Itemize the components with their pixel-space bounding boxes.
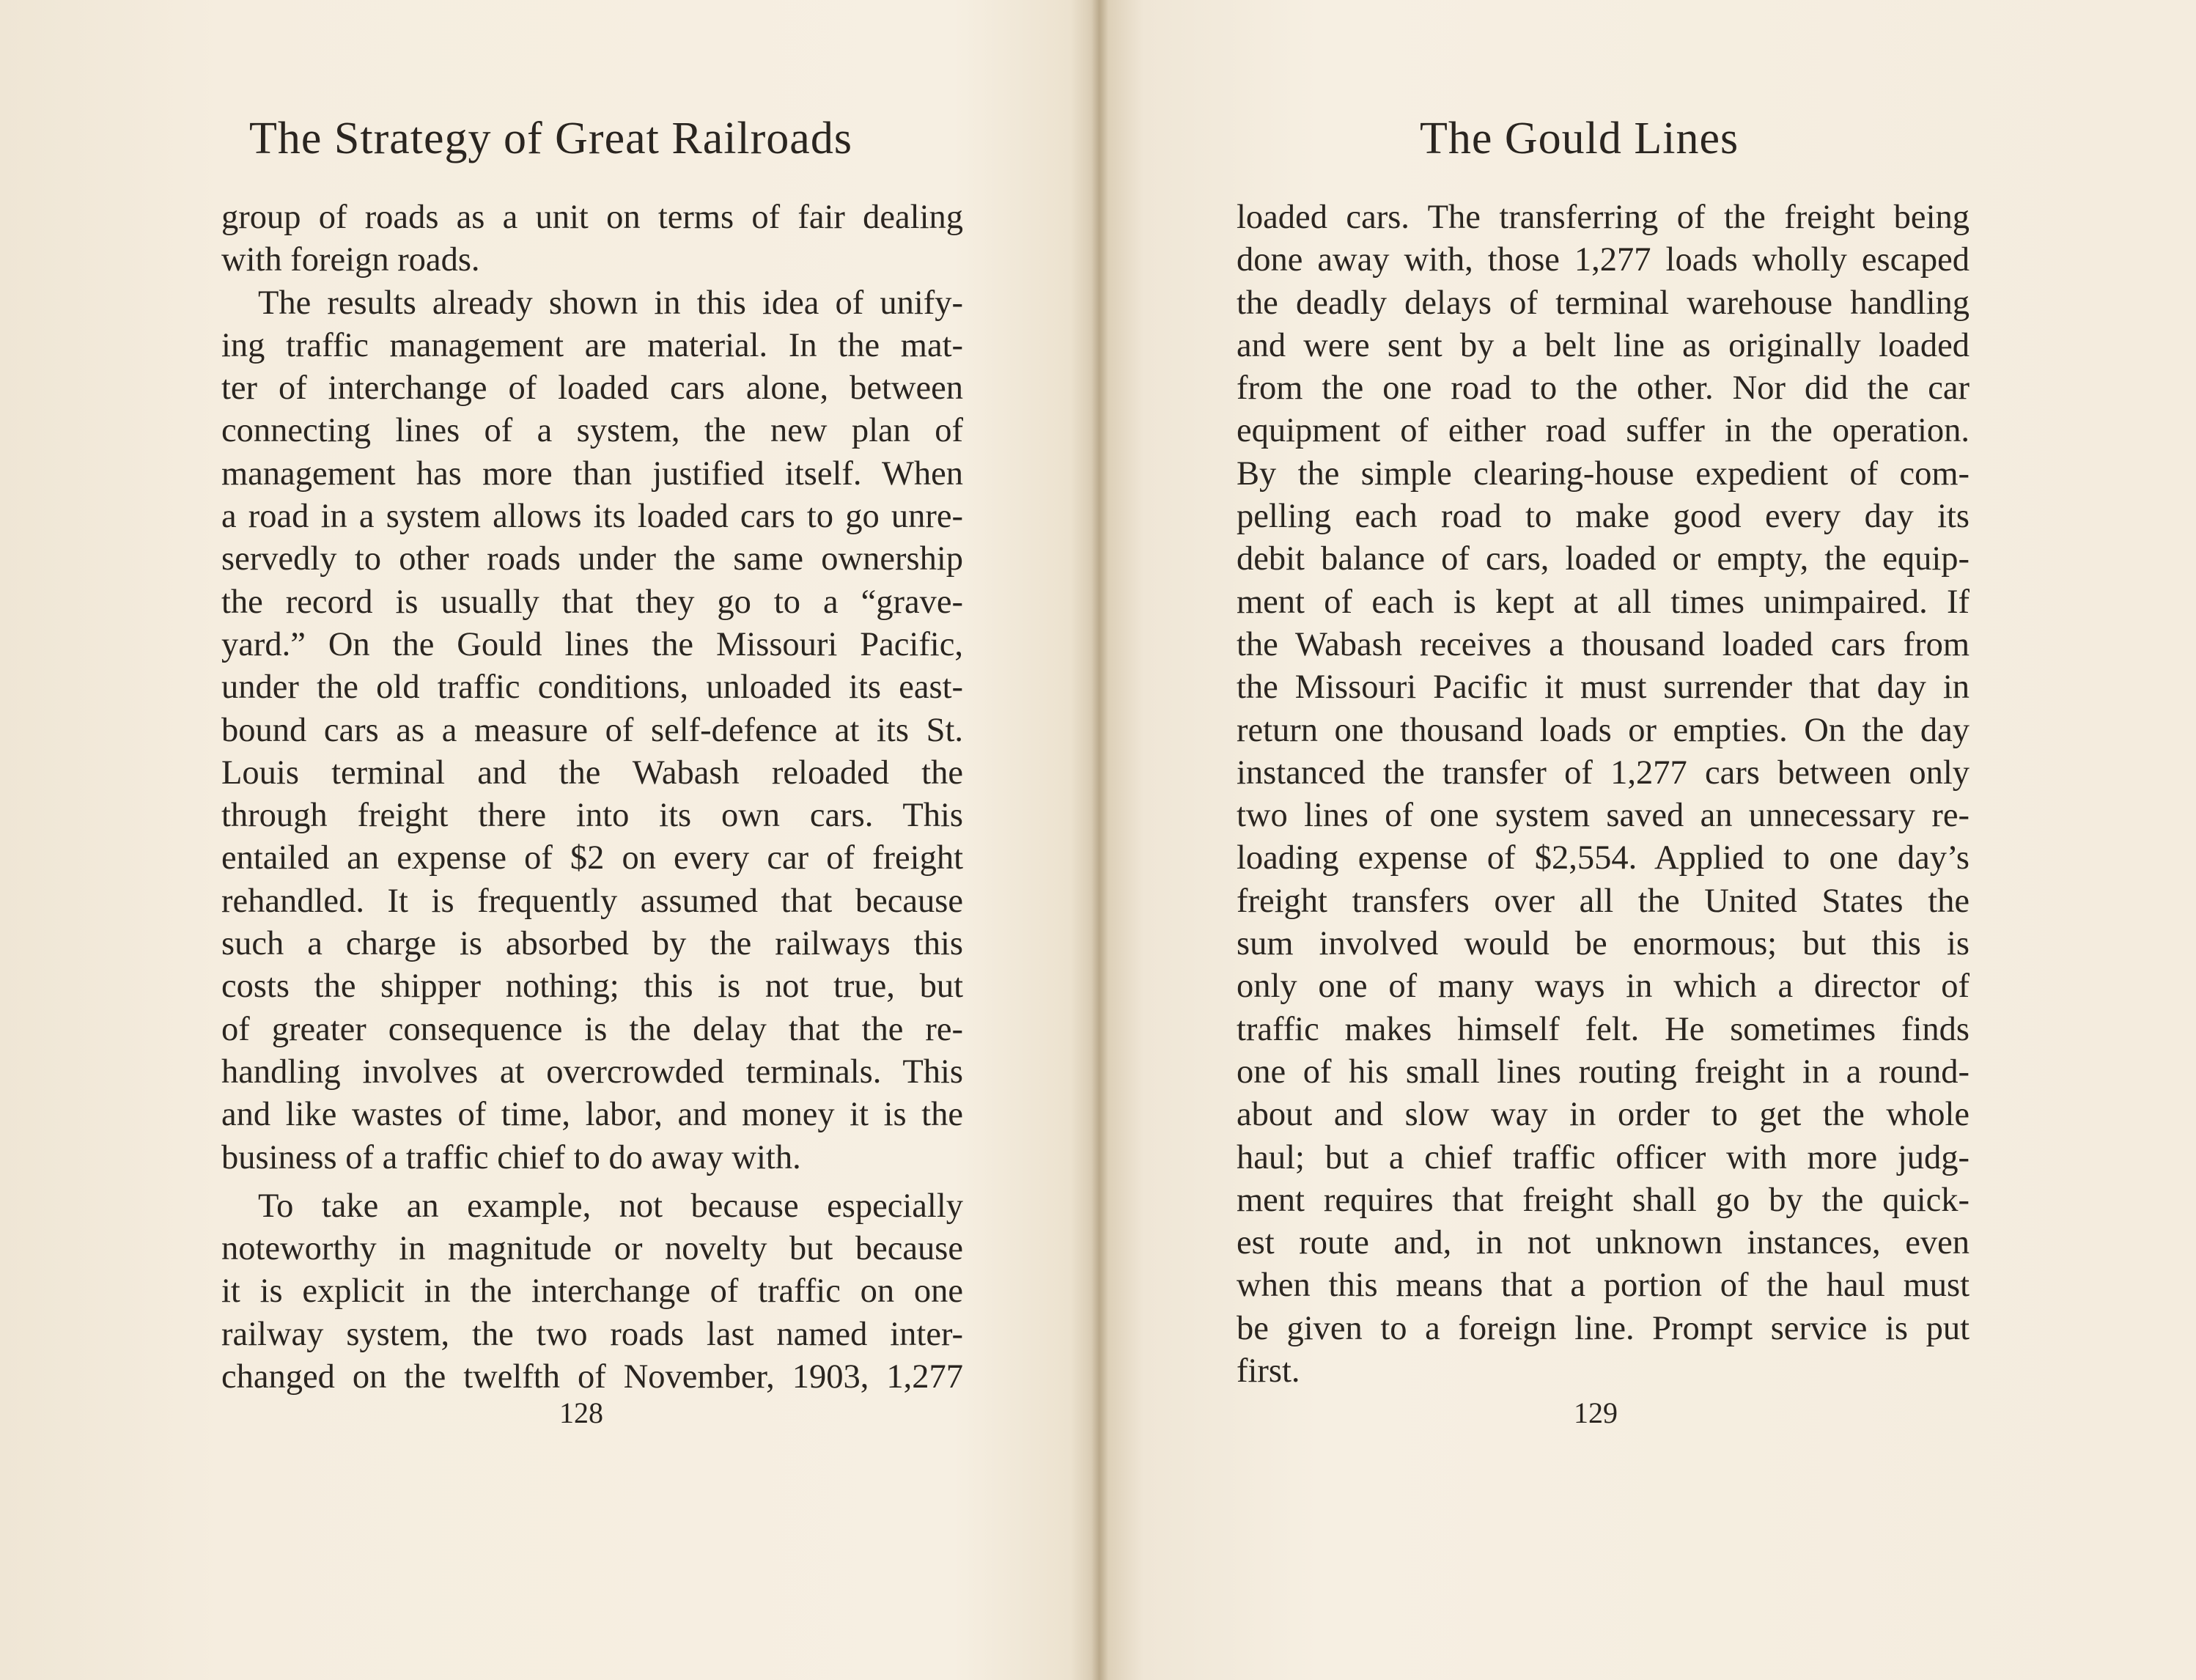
text-line: instanced the transfer of 1,277 cars between only	[1237, 754, 1970, 792]
text-line: entailed an expense of $2 on every car of freight	[221, 839, 963, 877]
text-line: when this means that a portion of the haul must	[1237, 1267, 1970, 1305]
text-line: traffic makes himself felt. He sometimes finds	[1237, 1010, 1970, 1048]
text-line: handling involves at overcrowded terminals. This	[221, 1053, 963, 1091]
left-page-number: 128	[559, 1396, 603, 1429]
text-line: noteworthy in magnitude or novelty but because	[221, 1230, 963, 1268]
text-line: changed on the twelfth of November, 1903, 1,277	[221, 1358, 963, 1396]
text-line: sum involved would be enormous; but this is	[1237, 925, 1970, 963]
text-line: it is explicit in the interchange of traffic on one	[221, 1272, 963, 1311]
text-line: freight transfers over all the United States the	[1237, 882, 1970, 920]
text-line: costs the shipper nothing; this is not true, but	[221, 968, 963, 1006]
text-line: under the old traffic conditions, unloaded its east-	[221, 668, 963, 707]
text-line: The results already shown in this idea of unify-	[258, 284, 963, 322]
text-line: business of a traffic chief to do away with.	[221, 1138, 801, 1176]
text-line: connecting lines of a system, the new plan of	[221, 412, 963, 450]
text-line: bound cars as a measure of self-defence at its St.	[221, 711, 963, 749]
text-line: Louis terminal and the Wabash reloaded the	[221, 754, 963, 792]
text-line: ing traffic management are material. In the mat-	[221, 326, 963, 364]
text-line: servedly to other roads under the same ownership	[221, 540, 963, 578]
text-line: group of roads as a unit on terms of fair dealing	[221, 199, 963, 236]
text-line: ter of interchange of loaded cars alone, between	[221, 369, 963, 408]
text-line: railway system, the two roads last named inter-	[221, 1315, 963, 1353]
text-line: return one thousand loads or empties. On the day	[1237, 711, 1970, 749]
text-line: the record is usually that they go to a “grave-	[221, 583, 963, 621]
left-running-head: The Strategy of Great Railroads	[249, 114, 852, 163]
text-line: and were sent by a belt line as originally loaded	[1237, 326, 1970, 364]
text-line: the Wabash receives a thousand loaded cars from	[1237, 625, 1970, 663]
text-line: rehandled. It is frequently assumed that because	[221, 882, 963, 920]
text-line: such a charge is absorbed by the railways this	[221, 925, 963, 963]
text-line: two lines of one system saved an unnecessary re-	[1237, 797, 1970, 835]
text-line: management has more than justified itself. When	[221, 454, 963, 493]
left-page	[0, 0, 1097, 1680]
text-line: loaded cars. The transferring of the freight being	[1237, 199, 1970, 236]
text-line: first.	[1237, 1352, 1300, 1390]
right-page-number: 129	[1574, 1396, 1618, 1429]
right-text-block	[1237, 196, 1970, 1393]
text-line: est route and, in not unknown instances, even	[1237, 1224, 1970, 1262]
text-line: pelling each road to make good every day its	[1237, 498, 1970, 536]
text-line: To take an example, not because especially	[258, 1187, 963, 1225]
text-line: be given to a foreign line. Prompt service is put	[1237, 1309, 1970, 1347]
text-line: ment of each is kept at all times unimpaired. If	[1237, 583, 1970, 621]
text-line: about and slow way in order to get the whole	[1237, 1096, 1970, 1134]
text-line: the deadly delays of terminal warehouse handling	[1237, 284, 1970, 322]
text-line: and like wastes of time, labor, and money it is the	[221, 1096, 963, 1134]
text-line: By the simple clearing-house expedient of com-	[1237, 454, 1970, 493]
right-running-head: The Gould Lines	[1420, 114, 1739, 163]
text-line: done away with, those 1,277 loads wholly escaped	[1237, 241, 1970, 279]
text-line: one of his small lines routing freight in a round-	[1237, 1053, 1970, 1091]
text-line: ment requires that freight shall go by the quick-	[1237, 1181, 1970, 1219]
text-line: of greater consequence is the delay that the re-	[221, 1010, 963, 1048]
text-line: with foreign roads.	[221, 241, 480, 279]
left-text-block	[221, 196, 963, 1399]
text-line: yard.” On the Gould lines the Missouri Pacific,	[221, 625, 963, 663]
text-line: a road in a system allows its loaded cars to go unre-	[221, 498, 963, 536]
text-line: equipment of either road suffer in the operation.	[1237, 412, 1970, 450]
text-line: only one of many ways in which a director of	[1237, 968, 1970, 1006]
text-line: loading expense of $2,554. Applied to one day’s	[1237, 839, 1970, 877]
text-line: the Missouri Pacific it must surrender that day in	[1237, 668, 1970, 707]
text-line: from the one road to the other. Nor did the car	[1237, 369, 1970, 408]
text-line: debit balance of cars, loaded or empty, the equip-	[1237, 540, 1970, 578]
right-page	[1099, 0, 2196, 1680]
text-line: haul; but a chief traffic officer with more judg-	[1237, 1138, 1970, 1176]
text-line: through freight there into its own cars. This	[221, 797, 963, 835]
